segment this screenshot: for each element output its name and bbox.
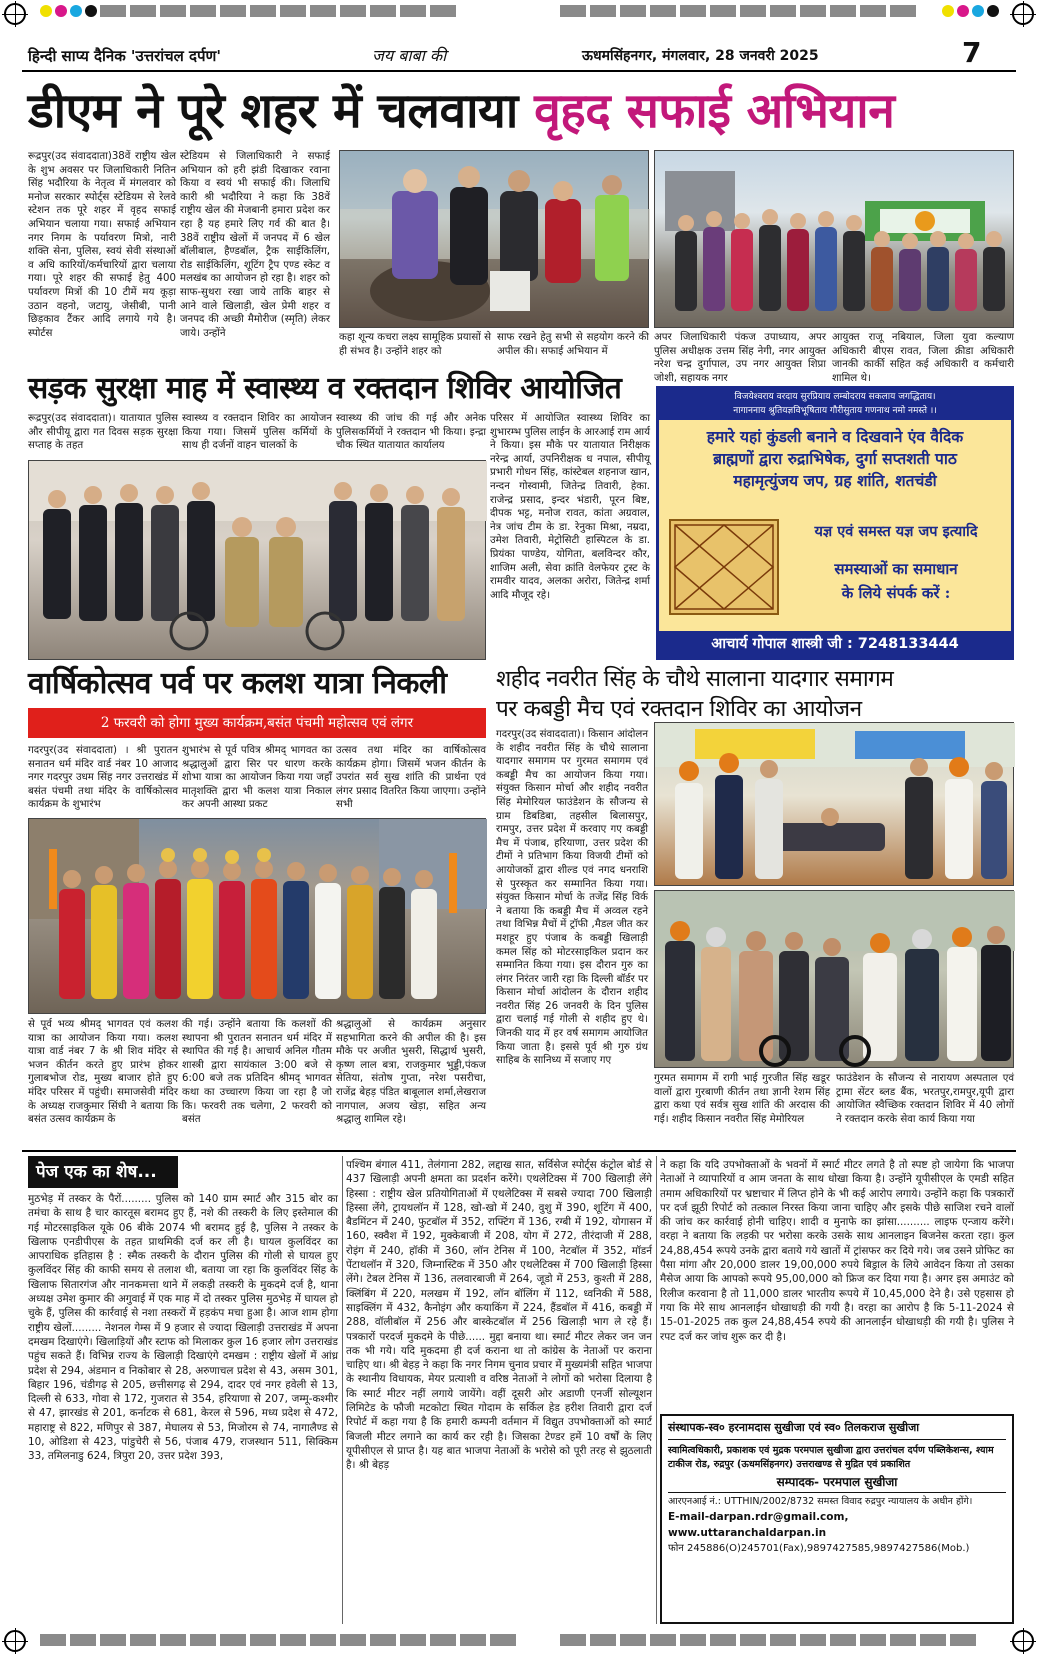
story1-col1: रूद्रपुर(उद संवाददाता)38वें राष्ट्रीय खेल के शुभ अवसर पर जिलाधिकारी नितिन सिंह भदौरिया के नेतृत्व में मंगलवार को मनोज सरकार स्पोर्ट्स स्टेडियम से रेलवे स्टेशन तक पूरे शहर में वृहद सफाई अभियान चलाया गया। सफाई अभियान नगर निगम के पर्यावरण मित्रो, नारी शक्ति सेना, पुलिस, स्वयं सेवी संस्थाओं व अधि कारियों/कर्मचारियों द्वारा चलाया गया। पूरे शहर की सफाई हेतु 400 पर्यावरण मित्रों की 10 टीमें मय कूड़ा उठान वहनो, जटायु, जेसीबी, पानी छिड़काव टैंकर आदि लगाये गये है। स्पोर्टस (28, 151, 176, 339)
advert-mantra-line1: विजयेश्वराय वरदाय सुरप्रियाय लम्बोदराय सकलाय जगद्धिताय। (659, 389, 1011, 405)
section-rule (22, 1150, 1016, 1152)
advert-contact-bar: आचार्य गोपाल शास्त्री जी : 7248133444 (659, 631, 1011, 657)
advert-line6: यज्ञ एवं समस्त यज्ञ जप इत्यादि (814, 523, 978, 540)
story4-headline-line2: पर कबड्डी मैच एवं रक्तदान शिविर का आयोजन (496, 696, 862, 722)
gray-tick-bar-right (560, 5, 916, 19)
continuation-col3: ने कहा कि यदि उपभोक्ताओं के भवनों में स्मार्ट मीटर लगते है तो स्पष्ट हो जायेगा कि भाजपा नेताओं ने व्यापारियों व आम जनता के साथ धोखा किया है। उन्होंने यूपीसीएल के एमडी सहित तमाम अधिकारियों पर भ्रष्टाचार में लिप्त होने के भी कई आरोप लगाये। उन्होंने कहा कि पत्रकारों पर दर्ज झूठी रिपोर्ट को तत्काल निरस्त किया जाना चाहिए और इसके पीछे साजिश रचने वालों की जांच कर कार्रवाई होनी चाहिए। शादी व मुनाफे का झांसा.......... लाइफ एन्जाय करेंगे। वरहा ने बताया कि लड़की पर भरोसा करके उसके साथ आनलाइन बिजनेस करता रहा। कुल 24,88,454 रूपये उनके द्वारा बताये गये खातों में ट्रांसफर कर दिये गये। जब उसने प्रोफिट का पैसा मांगा और 20,000 डालर 19,00,000 रुपये बिड्राल के लिये आवेदन किया तो उसका मैसेज आया कि आपको रूपये 95,00,000 को फ्रिज कर दिया गया है। अगर इस अमाउंट को रिलीज करवाना है तो 11,000 डालर भारतीय रूपये में 10,45,000 देने है। उसे एहसास हो गया कि मेरे साथ आनलाईन धोखाधड़ी की गयी है। वरहा का आरोप है कि 5-11-2024 से 15-01-2025 तक कुल 24,88,454 रुपये की आनलाईन धोखाधड़ी की गयी है। पुलिस ने रपट दर्ज कर जांच शुरू कर दी है। (660, 1159, 1014, 1343)
continuation-col1: मुठभेड़ में तस्कर के पैरों......... पुलिस को 140 ग्राम स्मार्ट और 315 बोर का तमंचा के साथ है चार कारतूस बरामद हुए हैं, नशे की तस्करी के लिए इस्तेमाल की गई मोटरसाइकिल यूके 06 बीके 2074 भी बरामद हुई है, पुलिस ने तस्कर के खिलाफ एनडीपीएस के तहत प्राथमिकी दर्ज कर ली है। घायल कुलविंदर का आपराधिक इतिहास है : स्मैक तस्करी के दौरान पुलिस की गोली से घायल हुए कुलविंदर सिंह की काफी समय से तलाश थी, बताया जा रहा कि कुलविंदर सिंह के खिलाफ सितारगंज और नानकमत्ता थाने में लकड़ी तस्करी के मुकदमे दर्ज है, थाना अध्यक्ष उमेश कुमार की अगुवाई में एक माह में दो तस्कर पुलिस मुठभेड़ में घायल हो चुके हैं, पुलिस की कार्रवाई से नशा तस्करों में हड़कंप मचा हुआ है। आज शाम होगा राष्ट्रीय खेलों......... नेशनल गेम्स में 9 हजार से ज्यादा खिलाड़ी उत्तराखंड में अपना दमखम दिखाएंगे। खिलाड़ियों और स्टाफ को मिलाकर कुल 16 हजार लोग उत्तराखंड पहुंच सकते हैं। विभिन्न राज्य के खिलाड़ी दिखाएंगे दमखम : राष्ट्रीय खेलों में आंध्र प्रदेश से 294, अंडमान व निकोबार से 28, अरुणाचल प्रदेश से 43, असम 301, बिहार 196, चंडीगढ़ से 205, छत्तीसगढ़ से 294, दादर एवं नगर हवेली से 13, दिल्ली से 633, गोवा से 172, गुजरात से 354, हरियाणा से 207, जम्मू-कश्मीर से 47, झारखंड से 201, कर्नाटक से 681, केरल से 596, मध्य प्रदेश से 472, महाराष्ट्र से 822, मणिपुर से 387, मेघालय से 53, मिजोरम से 74, नागालैण्ड से 10, ओडिशा से 423, पांडुचेरी से 56, पंजाब 479, राजस्थान 511, सिक्किम 33, तमिलनाडु 624, त्रिपुरा 20, उत्तर प्रदेश 393, (28, 1193, 338, 1463)
dateline: ऊधमसिंहनगर, मंगलवार, 28 जनवरी 2025 (582, 48, 819, 64)
story1-headline-magenta: वृहद सफाई अभियान (534, 83, 895, 139)
advert-kundli-chart (669, 519, 779, 615)
story2-col2: स्वास्थ्य व रक्तदान शिविर का आयोजन किया गया। जिसमें पुलिस कर्मियों के साथ ही दर्जनों वाहन चालकों के (182, 413, 332, 452)
gray-tick-bar-left (100, 5, 456, 19)
story3-bottom-col3: श्रद्धालुओं से कार्यक्रम अनुसार सहभागिता करने की अपील की है। इस मौके पर अजीत भुसरी, सिद्धार्थ भुसरी, कृष्ण लाल बत्रा, राजकुमार भुड्डी,पंकज सेतिया, संतोष गुप्ता, नरेश पसरीचा, राजेंद्र बेहड़ पंडित बाबूलाल शर्मा,लेखराज नागपाल, अजय खेड़ा, सहित अन्य श्रद्धालु शामिल रहे। (336, 1019, 486, 1126)
imprint-editor: सम्पादक- परमपाल सुखीजा (776, 1475, 898, 1489)
page-number: 7 (962, 36, 982, 69)
story4-col2: गुरमत समागम में रागी भाई गुरजीत सिंह खडूर वालों द्वारा गुरबाणी कीर्तन तथा ज्ञानी रेशम सिंह द्वारा कथा एवं सर्वत्र सुख शांति की अरदास की गई। शहीद किसान नवरीत सिंह मेमोरियल (654, 1073, 830, 1125)
advert-line3: हमारे यहां कुंडली बनाने व दिखवाने एंव वैदिक (706, 427, 964, 446)
registration-mark-bottom-left (4, 1630, 26, 1652)
story4-col1: गदरपुर(उद संवाददाता)। किसान आंदोलन के शहीद नवरीत सिंह के चौथे सालाना यादगार समागम पर गुरमत समागम एवं कबड्डी मैच का आयोजन किया गया। संयुक्त किसान मोर्चा और शहीद नवरीत सिंह मेमोरियल फाउंडेशन के सौजन्य से ग्राम डिबडिबा, तहसील बिलासपुर, रामपुर, उत्तर प्रदेश में करवाए गए कबड्डी मैच में पंजाब, हरियाणा, उत्तर प्रदेश की टीमों ने प्रतिभाग किया विजयी टीमों को आयोजकों द्वारा शील्ड एवं नगद धनराशि से पुरस्कृत कर सम्मानित किया गया। संयुक्त किसान मोर्चा के तजेंद्र सिंह विर्क ने बताया कि कबड्डी मैच में अव्वल रहने तथा विभिन्न मैचों में ट्रॉफी ,मैडल जीत कर मशहूर हुए पंजाब के कबड्डी खिलाड़ी कमल सिंह को मोटरसाइकिल प्रदान कर सम्मानित किया गया। इस दौरान गुरु का लंगर निरंतर जारी रहा कि दिल्ली बॉर्डर पर किसान मोर्चा आंदोलन के दौरान शहीद नवरीत सिंह 26 जनवरी के दिन पुलिस द्वारा चलाई गई गोली से शहीद हुए थे। जिनकी याद में हर वर्ष समागम आयोजित किया जाता है। इससे पूर्व श्री गुरु ग्रंथ साहिब के सानिध्य में सजाए गए (496, 729, 648, 1067)
story2-photo-police (28, 460, 486, 660)
story4-col3: फाउंडेशन के सौजन्य से नारायण अस्पताल एवं ट्रामा सेंटर ब्लड बैंक, भरतपुर,रामपुर,यूपी द्वारा आयोजित स्वैच्छिक रक्तदान शिविर में 40 लोगों ने रक्तदान करके सेवा कार्य किया गया (836, 1073, 1014, 1125)
story2-col4: परिसर में आयोजित स्वास्थ्य शिविर का शुभारम्भ पुलिस लाईन के आरआई राम आर्य ने किया। इस मौके पर यातायात निरीक्षक नरेन्द्र आर्या, उपनिरीक्षक ध नपाल, सीपीयू प्रभारी गोधन सिंह, कांस्टेबल शहनाज खान, नन्दन गोस्वामी, जितेन्द्र तिवारी, हेका. राजेन्द्र प्रसाद, इन्दर भंडारी, पूरन बिष्ट, दीपक भट्ट, मनोज रावत, कांता अग्रवाल, नेत्र जांच टीम के डा. रेनुका मिश्रा, नम्रदा, उमेश तिवारी, मेट्रोसिटी हास्पिटल के डा. प्रियंका पाण्डेय, योगिता, बलविन्दर कौर, शाजिम अली, सेवा क्रांति वेलफेयर ट्रस्ट के रामवीर यादव, अलका अरोरा, जितेन्द्र शर्मा आदि मौजूद रहे। (490, 413, 650, 601)
story1-col4: साफ रखने हेतु सभी से सहयोग करने की अपील की। सफाई अभियान में (497, 332, 649, 357)
registration-mark-top-right (1012, 3, 1034, 25)
imprint-rni: आरएनआई नं.: UTTHIN/2002/8732 समस्त विवाद रुद्रपुर न्यायालय के अधीन होंगे। (668, 1492, 1006, 1509)
story2-col1: रूद्रपुर(उद संवाददाता)। यातायात पुलिस और सीपीयू द्वारा गत दिवस सड़क सुरक्षा सप्ताह के तहत (28, 413, 178, 452)
masthead-rule (22, 70, 1016, 72)
story3-bottom-col2: की गई। उन्होंने बताया कि कलशों की स्थापना श्री पुरातन सनातन धर्म मंदिर में स्थापित की गई है। आचार्य अनिल गौतम शास्त्री द्वारा सायंकाल 3:00 बजे से 6:00 बजे तक प्रतिदिन श्रीमद् भागवत कथा का उच्चारण किया जा रहा है जो कि। फरवरी तक चलेगा, 2 फरवरी को बसंत (182, 1019, 332, 1126)
story3-col2: शुभारंभ से पूर्व पवित्र श्रीमद् भागवत का श्रद्धालुओं द्वारा सिर पर धारण करके शोभा यात्रा का आयोजन किया गया जहाँ मातृशक्ति द्वारा भी कलश यात्रा निकाल कर अपनी आस्था प्रकट (182, 745, 332, 811)
story2-headline: सड़क सुरक्षा माह में स्वास्थ्य व रक्तदान शिविर आयोजित (28, 371, 622, 406)
story1-col3: कहा शून्य कचरा लक्ष्य सामूहिक प्रयासों से ही संभव है। उन्होंने शहर को (339, 332, 491, 357)
registration-mark-top-left (4, 3, 26, 25)
story1-headline-black: डीएम ने पूरे शहर में चलवाया (28, 83, 518, 139)
story1-headline (28, 82, 894, 140)
story1-photo-group (654, 150, 1014, 328)
story3-col3: उत्सव तथा मंदिर का वार्षिकोत्सव कार्यक्रम होगा। जिसमें भजन कीर्तन के उपरांत सर्व सुख शांति की प्रार्थना एवं लंगर प्रसाद वितरित किया जाएगा। उन्होंने सभी (336, 745, 486, 811)
story3-bottom-col1: से पूर्व भव्य श्रीमद् भागवत एवं कलश यात्रा का आयोजन किया गया। कलश यात्रा वार्ड नंबर 7 के श्री शिव मंदिर से भजन कीर्तन करते हुए प्रारंभ होकर गुलाबभोज रोड, मुख्य बाजार होते हुए मंदिर परिसर में पहुंची। समाजसेवी मंदिर के अध्यक्ष राजकुमार सिंधी ने बताया कि बसंत उत्सव कार्यक्रम के (28, 1019, 178, 1126)
imprint-phone: फोन 245886(O)245701(Fax),9897427585,9897427586(Mob.) (668, 1543, 970, 1554)
continuation-col2: पश्चिम बंगाल 411, तेलंगाना 282, लद्दाख सात, सर्विसेज स्पोर्ट्स कंट्रोल बोर्ड से 437 खिलाड़ी अपनी क्षमता का प्रदर्शन करेंगे। एथलेटिक्स में 700 खिलाड़ी लेंगे हिस्सा : राष्ट्रीय खेल प्रतियोगिताओं में एथलेटिक्स में सबसे ज्यादा 700 खिलाड़ी हिस्सा लेंगे, ट्रायथलॉन में 128, खो-खो में 240, वुशु में 390, शूटिंग में 400, बैडमिंटन में 240, फुटबॉल में 352, राफ्टिंग में 136, रग्बी में 192, योगासन में 160, स्क्वैश में 192, मुक्केबाजी में 208, योग में 272, तीरंदाजी में 288, रोइंग में 240, हॉकी में 360, लॉन टेनिस में 100, नेटबॉल में 352, मॉडर्न पेंटाथलॉन में 320, जिम्नास्टिक में 350 और एथलेटिक्स में 700 खिलाड़ी हिस्सा लेंगे। टेबल टेनिस में 136, तलवारबाजी में 264, जूडो में 253, कुश्ती में 288, क्लिंबिंग में 220, मलखम में 192, लॉन बॉलिंग में 112, ध्वनिकी में 588, साइक्लिंग में 432, कैनोइंग और कयाकिंग में 224, हैंडबॉल में 416, कबड्डी में 288, वॉलीबॉल में 256 और बास्केटबॉल में 256 खिलाड़ी भाग ले रहे हैं। पत्रकारों परदर्ज मुकदमे के पीछे...... मुद्दा बनाया था। स्मार्ट मीटर लेकर जन जन तक भी गये। यदि मुकदमा ही दर्ज कराना था तो कांग्रेस के नेताओं पर कराना चाहिए था। श्री बेहड़ ने कहा कि नगर निगम चुनाव प्रचार में मुख्यमंत्री सहित भाजपा के स्थानीय विधायक, मेयर प्रत्याशी व वरिष्ठ नेताओं ने लोगों को भरोसा दिलाया है कि स्मार्ट मीटर नहीं लगाये जायेंगे। वहीं दूसरी ओर अडाणी एनर्जी सोल्यूशन लिमिटेड के फौजी मटकोटा स्थित गोदाम के सर्किल हेड हरीश तिवारी द्वारा दर्ज रिपोर्ट में कहा गया है कि हमारी कम्पनी वर्तमान में विद्युत उपभोक्ताओं को स्मार्ट बिजली मीटर लगाने का कार्य कर रही है। जिसका टेण्डर हमें 10 वर्षों के लिए यूपीसीएल से प्राप्त है। यह बात भाजपा नेताओं के भरोसे को पूरी तरह से झुठलाती है। श्री बेहड़ (346, 1159, 652, 1472)
color-dots-right (942, 5, 999, 17)
story1-col2: स्टेडियम से जिलाधिकारी ने सफाई अभियान को हरी झंडी दिखाकर रवाना किया व स्वयं भी सफाई की। जिलाधि कारी श्री भदौरिया ने कहा कि 38वें राष्ट्रीय खेल की मेजबानी हमारा प्रदेश कर रहा है यह हमारे लिए गर्व की बात है। 38वें राष्ट्रीय खेलों में जनपद में 6 खेल बॉलीबाल, हैण्डबॉल, ट्रैक साईकिलिंग, रोड साईकिलिंग, शूटिंग ट्रैप एण्ड स्केट व मलखंब का आयोजन हो रहा है। शहर को साफ-सुथरा रखा जाये ताकि बाहर से आने वाले खिलाड़ी, खेल प्रेमी शहर व जनपद की अच्छी मैमोरीज (स्मृति) लेकर जाये। उन्होंने (180, 151, 330, 339)
story4-photo-kabaddi-award (654, 890, 1014, 1068)
story3-red-banner: 2 फरवरी को होगा मुख्य कार्यक्रम,बसंत पंचमी महोत्सव एवं लंगर (28, 708, 486, 738)
advert-mantra-line2: नागाननाय श्रुतियज्ञविभूषिताय गौरीसुताय गणनाथ नमो नमस्ते ।। (659, 405, 1011, 420)
story1-photo-cleanup (339, 150, 649, 328)
astrology-advert (656, 386, 1014, 660)
story2-col3: स्वास्थ्य की जांच की गई और अनेक पुलिसकर्मियों ने रक्तदान भी किया। इन्द्रा चौक स्थित यातायात कार्यालय (336, 413, 486, 452)
story1-col5: अपर जिलाधिकारी पंकज उपाध्याय, अपर पुलिस अधीक्षक उत्तम सिंह नेगी, नगर आयुक्त नरेश चन्द्र दुर्गापाल, उप नगर आयुक्त शिप्रा जोशी, सहायक नगर (654, 332, 826, 384)
color-dots-left (40, 5, 97, 17)
story3-col1: गदरपुर(उद संवाददाता) । श्री पुरातन सनातन धर्म मंदिर वार्ड नंबर 10 आजाद नगर गदरपुर उधम सिंह नगर उत्तराखंड में बसंत पंचमी तथा मंदिर के वार्षिकोत्सव कार्यक्रम के शुभारंभ (28, 745, 178, 811)
imprint-founders: संस्थापक-स्व० हरनामदास सुखीजा एवं स्व० तिलकराज सुखीजा (668, 1420, 1006, 1440)
paper-name: हिन्दी साप्य दैनिक 'उत्तरांचल दर्पण' (28, 47, 221, 65)
imprint-publisher: स्वामित्वधिकारी, प्रकाशक एवं मुद्रक परमपाल सुखीजा द्वारा उत्तरांचल दर्पण पब्लिकेशन्स, श्याम टाकीज रोड, रुद्रपुर (ऊधमसिंहनगर) उत्तराखण्ड से मुद्रित एवं प्रकाशित (668, 1445, 994, 1470)
imprint-email-web: E-mail-darpan.rdr@gmail.com, www.uttaranchaldarpan.in (668, 1511, 849, 1539)
gray-tick-bar-bottom-left (40, 1634, 516, 1648)
advert-line4: ब्राह्मणों द्वारा रुद्राभिषेक, दुर्गा सप्तशती पाठ (713, 449, 957, 468)
story3-photo-kalash-yatra (28, 818, 486, 1014)
continuation-header: पेज एक का शेष... (28, 1156, 178, 1188)
advert-line8: के लिये संपर्क करें : (841, 584, 951, 602)
registration-mark-bottom-right (1012, 1630, 1034, 1652)
story4-photo-blood-donation (654, 722, 1014, 886)
column-divider-1 (342, 1156, 343, 1624)
story4-headline-line1: शहीद नवरीत सिंह के चौथे सालाना यादगार समागम (496, 666, 894, 692)
imprint-box (660, 1414, 1014, 1624)
gray-tick-bar-bottom-right (560, 1634, 976, 1648)
advert-line5: महामृत्युंजय जप, ग्रह शांति, शतचंडी (733, 471, 937, 490)
masthead-center-text: जय बाबा की (372, 46, 447, 65)
story1-col6: आयुक्त राजू नबियाल, जिला युवा कल्याण अधिकारी बीएस रावत, जिला क्रीडा अधिकारी जानकी कार्की सहित कई अधिकारी व कर्मचारी शामिल थे। (832, 332, 1014, 384)
column-divider-2 (656, 1156, 657, 1624)
story3-headline: वार्षिकोत्सव पर्व पर कलश यात्रा निकली (28, 666, 447, 701)
advert-line7: समस्याओं का समाधान (834, 560, 958, 578)
